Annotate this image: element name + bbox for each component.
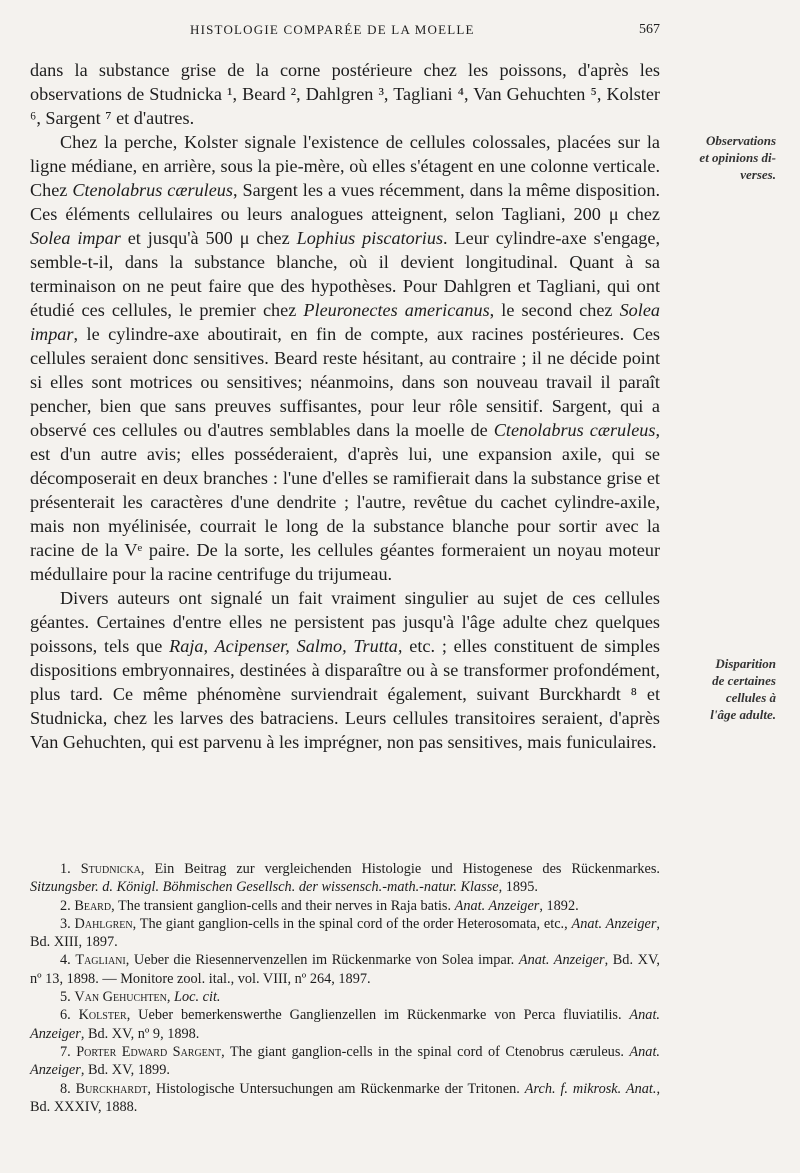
body-text: [30, 58, 660, 754]
footnote: 5. Van Gehuchten, Loc. cit.: [60, 989, 221, 1006]
margin-note-disparition: Disparition de certaines cellules à l'âge adulte.: [710, 656, 776, 722]
page-number: 567: [639, 22, 660, 37]
footnote: 2. Beard, The transient ganglion-cells and their nerves in Raja batis. Anat. Anzeiger, 1892.: [60, 897, 579, 914]
footnote: 4. Tagliani, Ueber die Riesennervenzellen im Rückenmarke von Solea impar. Anat. Anzeiger, Bd. XV, nº 13, 1898. — Monitore zool. ital., vol. VIII, nº 264, 1897.: [30, 952, 661, 987]
footnote: 1. Studnicka, Ein Beitrag zur vergleichenden Histologie und Histogenese des Rückenmarkes. Sitzungsber. d. Königl. Böhmischen Gesellsch. der wissensch.-math.-natur. Klasse, 1895.: [30, 861, 660, 896]
margin-note-observations: Observations et opinions di- verses.: [699, 133, 776, 182]
footnote: 7. Porter Edward Sargent, The giant ganglion-cells in the spinal cord of Ctenobrus cæruleus. Anat. Anzeiger, Bd. XV, 1899.: [30, 1043, 660, 1079]
running-title: HISTOLOGIE COMPARÉE DE LA MOELLE: [190, 22, 475, 37]
footnote: 6. Kolster, Ueber bemerkenswerthe Ganglienzellen im Rückenmarke von Perca fluviatilis. Anat. Anzeiger, Bd. XV, nº 9, 1898.: [30, 1007, 660, 1042]
paragraph-3: Divers auteurs ont signalé un fait vraiment singulier au sujet de ces cellules géantes. Certaines d'entre elles ne persistent pas jusqu'à l'âge adulte chez quelques poissons, tels que Raja, Acipenser, Salmo, Trutta, etc. ; elles constituent de simples dispositions embryonnaires, destinées à disparaître ou à se transformer profondément, plus tard. Ce même phénomène surviendrait également, suivant Burckhardt ⁸ et Studnicka, chez les larves des batraciens. Leurs cellules transitoires seraient, d'après Van Gehuchten, qui est parvenu à les imprégner, non pas sensitives, mais funiculaires.: [30, 588, 660, 752]
footnotes: [30, 860, 660, 1116]
paragraph-1: dans la substance grise de la corne postérieure chez les poissons, d'après les observations de Studnicka ¹, Beard ², Dahlgren ³, Tagliani ⁴, Van Gehuchten ⁵, Kolster ⁶, Sargent ⁷ et d'autres.: [30, 60, 660, 128]
page-header: [30, 18, 660, 40]
paragraph-2: Chez la perche, Kolster signale l'existence de cellules colossales, placées sur la ligne médiane, en arrière, sous la pie-mère, où elles s'étagent en une colonne verticale. Chez Ctenolabrus cæruleus, Sargent les a vues récemment, dans la même disposition. Ces éléments cellulaires ou leurs analogues atteignent, selon Tagliani, 200 μ chez Solea impar et jusqu'à 500 μ chez Lophius piscatorius. Leur cylindre-axe s'engage, semble-t-il, dans la substance blanche, où il devient longitudinal. Quant à sa terminaison on ne peut faire que des hypothèses. Pour Dahlgren et Tagliani, qui ont étudié ces cellules, le premier chez Pleuronectes americanus, le second chez Solea impar, le cylindre-axe aboutirait, en fin de compte, aux racines postérieures. Ces cellules seraient donc sensitives. Beard reste hésitant, au contraire ; il ne décide point si elles sont motrices ou sensitives; néanmoins, dans son nouveau travail il paraît pencher, bien que sans preuves suffisantes, pour leur rôle sensitif. Sargent, qui a observé ces cellules ou d'autres semblables dans la moelle de Ctenolabrus cæruleus, est d'un autre avis; elles posséderaient, d'après lui, une expansion axile, qui se décomposerait en deux branches : l'une d'elles se ramifierait dans la substance grise et présenterait les caractères d'une dendrite ; l'autre, revêtue du cachet cylindre-axile, mais non myélinisée, courrait le long de la substance blanche pour sortir avec la racine de la Vᵉ paire. De la sorte, les cellules géantes formeraient un noyau moteur médullaire pour la racine centrifuge du trijumeau.: [30, 132, 660, 584]
footnote: 8. Burckhardt, Histologische Untersuchungen am Rückenmarke der Tritonen. Arch. f. mikrosk. Anat., Bd. XXXIV, 1888.: [30, 1080, 661, 1115]
footnote: 3. Dahlgren, The giant ganglion-cells in the spinal cord of the order Heterosomata, etc., Anat. Anzeiger, Bd. XIII, 1897.: [30, 915, 660, 951]
